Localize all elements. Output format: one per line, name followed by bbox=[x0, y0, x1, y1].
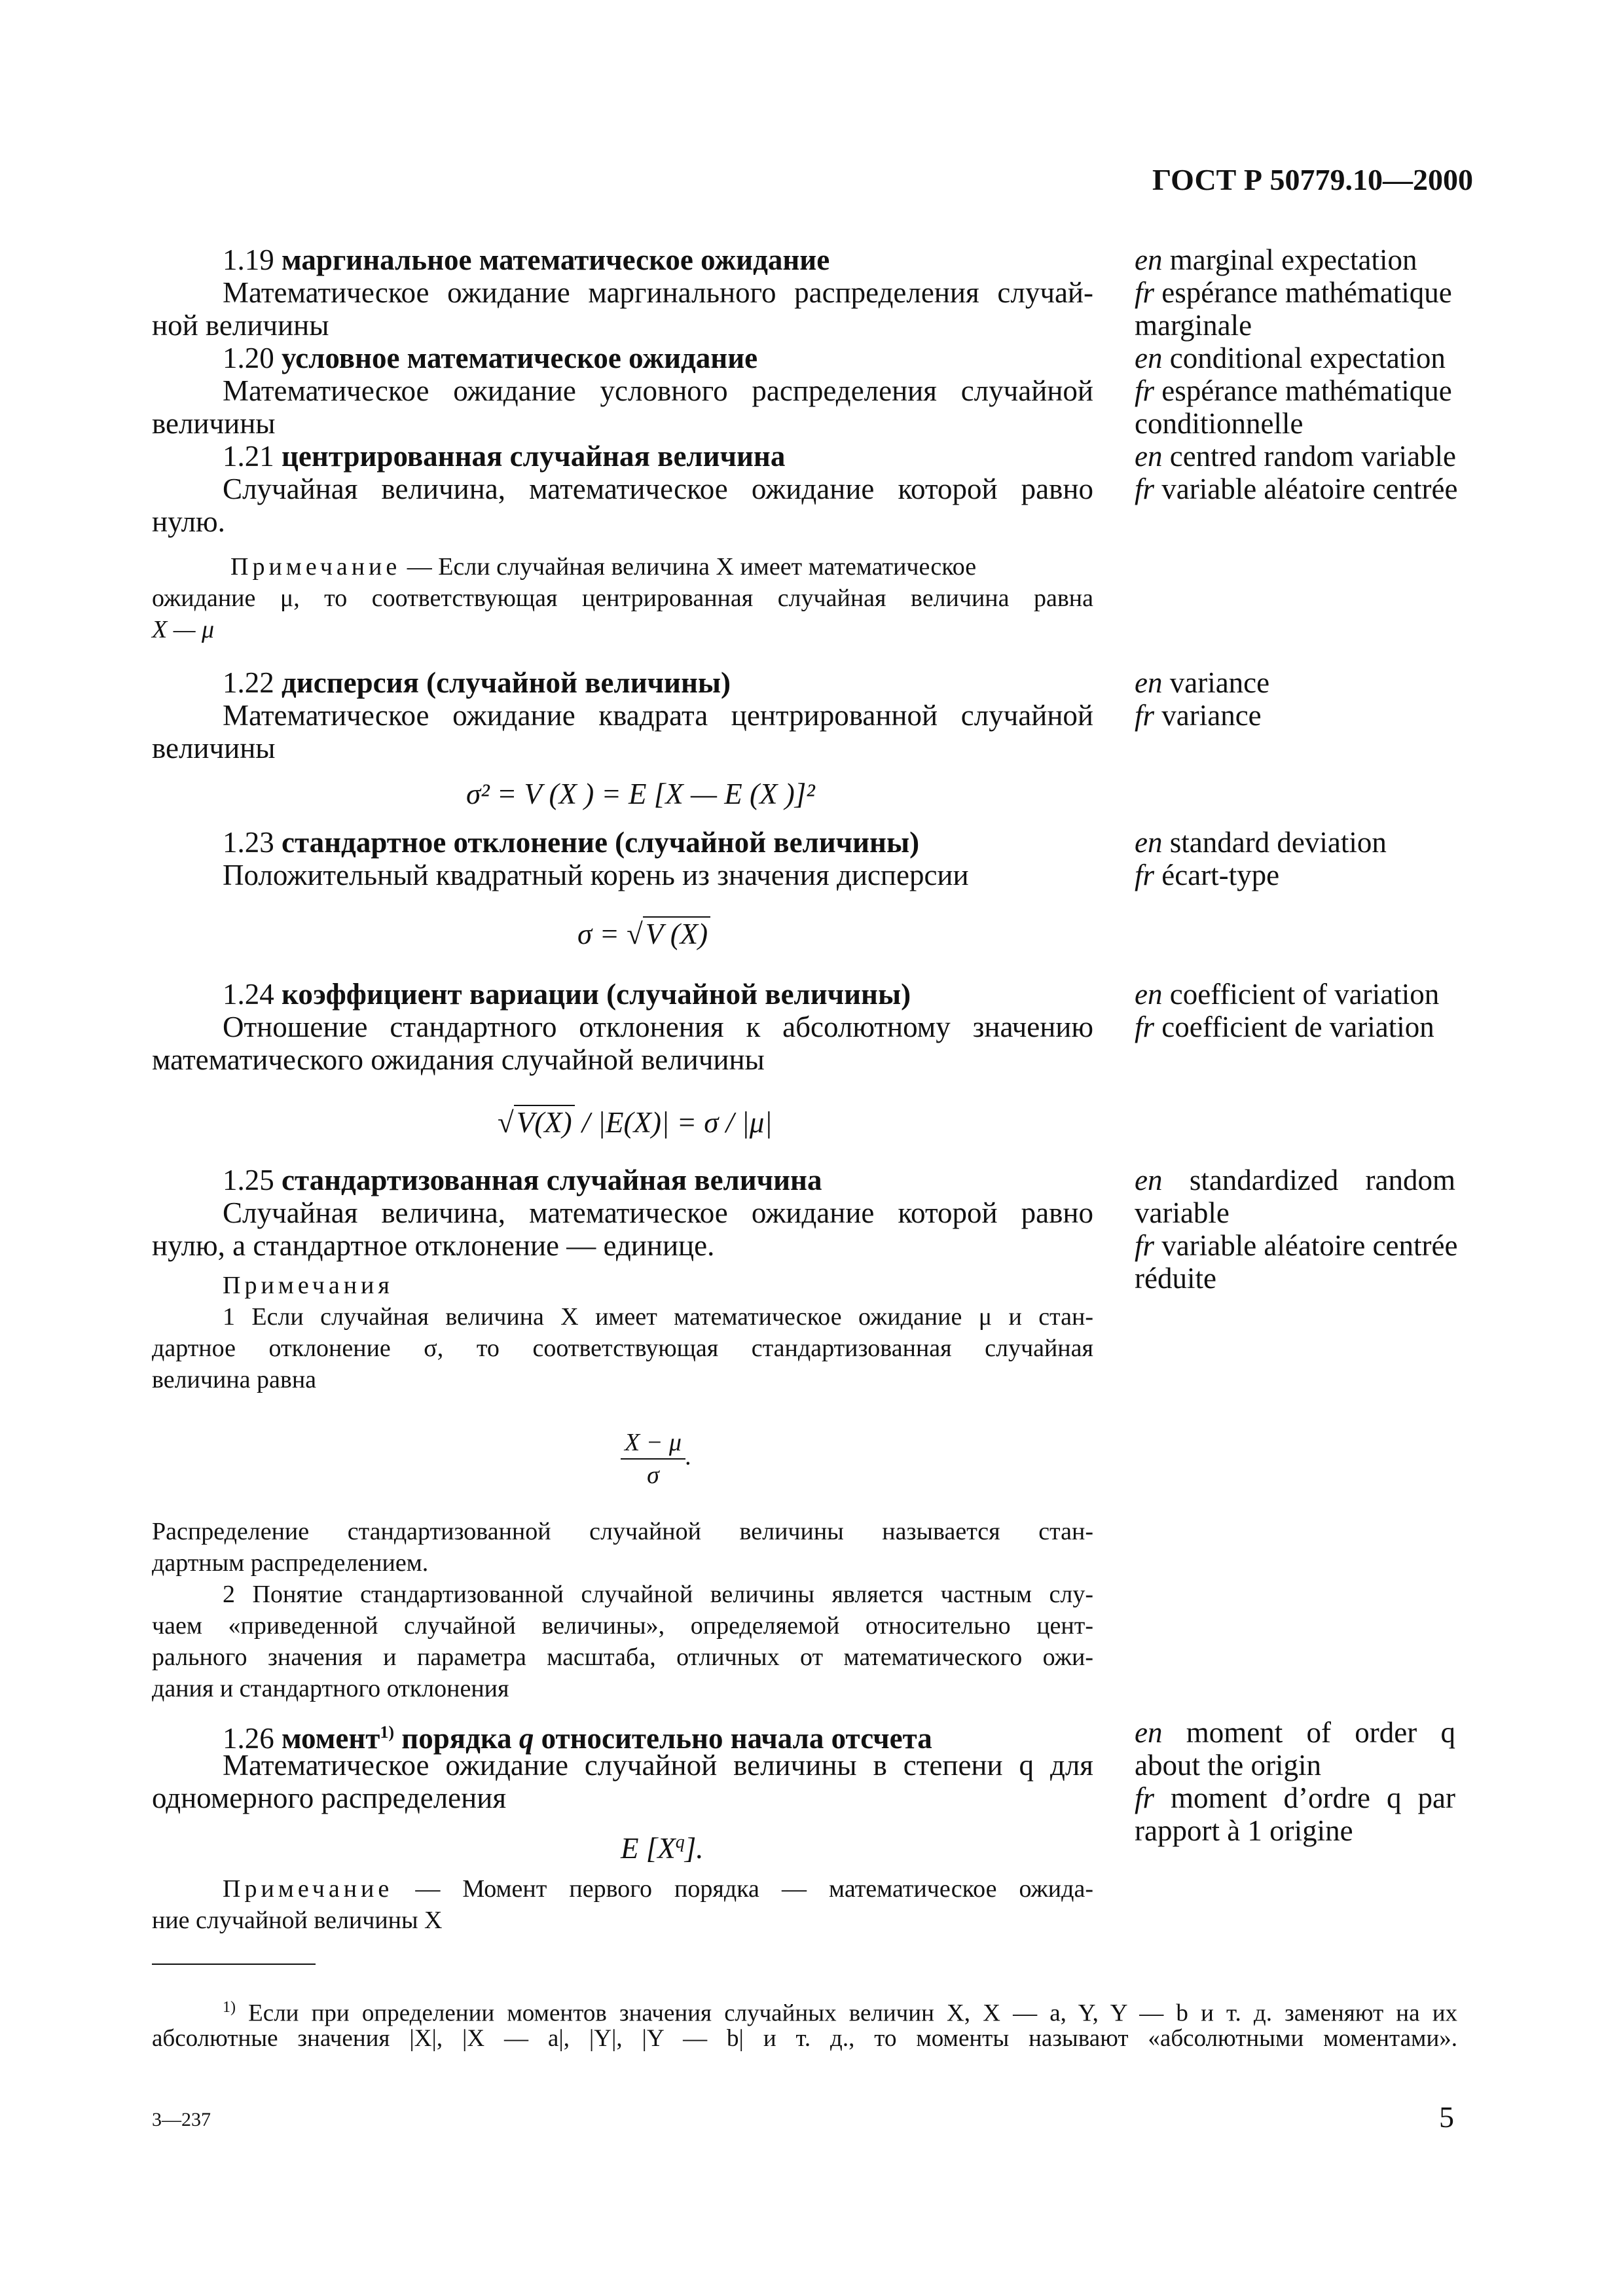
print-code: 3—237 bbox=[152, 2109, 211, 2130]
term-1-26-en-cont: about the origin bbox=[1135, 1749, 1321, 1782]
fraction-numerator: X − μ bbox=[621, 1427, 685, 1460]
page-number: 5 bbox=[1439, 2100, 1454, 2134]
term-1-26-definition-cont: одномерного распределения bbox=[152, 1782, 507, 1814]
fraction-denominator: σ bbox=[647, 1462, 659, 1489]
term-1-24-definition: Отношение стандартного отклонения к абсолютному значению bbox=[223, 1011, 1093, 1043]
term-1-24-en: en coefficient of variation bbox=[1135, 978, 1440, 1011]
footnote-line-1: $^{1)}$ Если при определении моментов значения случайных величин X, X — a, Y, Y — b и т. д. заменяют на их bbox=[223, 1999, 1457, 2027]
term-1-23-en: en standard deviation bbox=[1135, 826, 1387, 859]
radicand: V(X) bbox=[514, 1105, 575, 1139]
term-1-25-title bbox=[223, 1164, 822, 1196]
lang-tag-fr: fr bbox=[1135, 374, 1155, 407]
radicand: V (X) bbox=[643, 916, 710, 950]
term-name: стандартное отклонение (случайной величины) bbox=[282, 826, 920, 859]
term-name: маргинальное математическое ожидание bbox=[282, 243, 830, 276]
term-1-21-definition: Случайная величина, математическое ожидание которой равно bbox=[223, 473, 1093, 505]
term-1-24-fr: fr coefficient de variation bbox=[1135, 1011, 1434, 1043]
term-1-19-title bbox=[223, 243, 830, 276]
term-1-22-definition: Математическое ожидание квадрата центрированной случайной bbox=[223, 699, 1093, 732]
term-1-21-note-formula: X — μ bbox=[152, 616, 215, 643]
term-1-20-title bbox=[223, 342, 757, 374]
term-1-26-fr-cont: rapport à 1 origine bbox=[1135, 1814, 1353, 1847]
note-2-line-4: дания и стандартного отклонения bbox=[152, 1675, 509, 1702]
footnote-mark: 1) bbox=[223, 1999, 236, 2016]
term-1-21-note-cont: ожидание μ, то соответствующая центрированная случайная величина равна bbox=[152, 584, 1093, 612]
lang-tag-fr: fr bbox=[1135, 1011, 1155, 1043]
term-1-20-definition-cont: величины bbox=[152, 407, 276, 440]
term-1-26-en: en moment of order q bbox=[1135, 1716, 1455, 1749]
footnote-ref: 1) bbox=[380, 1723, 395, 1742]
lang-tag-fr: fr bbox=[1135, 699, 1155, 732]
term-1-26-note-cont: ние случайной величины X bbox=[152, 1907, 443, 1934]
standardization-formula: $\frac{X - \mu}{\sigma}$ . bbox=[621, 1427, 691, 1491]
term-1-19-en: en marginal expectation bbox=[1135, 243, 1417, 276]
term-name: стандартизованная случайная величина bbox=[282, 1164, 822, 1196]
term-1-25-en: en standardized random bbox=[1135, 1164, 1455, 1196]
moment-formula: E $[X^q]$. bbox=[621, 1832, 704, 1865]
fraction bbox=[621, 1427, 685, 1491]
note-2-line-3: рального значения и параметра масштаба, отличных от математического ожи- bbox=[152, 1643, 1093, 1671]
lang-tag-fr: fr bbox=[1135, 473, 1155, 505]
lang-tag-en: en bbox=[1135, 440, 1163, 473]
term-name: дисперсия (случайной величины) bbox=[282, 666, 731, 699]
term-name: условное математическое ожидание bbox=[282, 342, 758, 374]
term-1-24-title bbox=[223, 978, 911, 1011]
term-number: 1.19 bbox=[223, 243, 274, 276]
term-number: 1.20 bbox=[223, 342, 274, 374]
note-label: Примечание bbox=[223, 1875, 393, 1903]
variation-coefficient-formula: √V(X) / |E(X)| = σ / |μ| bbox=[498, 1106, 773, 1139]
term-1-25-fr-cont: réduite bbox=[1135, 1262, 1216, 1295]
note-1-line-2: дартное отклонение σ, то соответствующая стандартизованная случайная bbox=[152, 1335, 1093, 1362]
term-name: центрированная случайная величина bbox=[282, 440, 786, 473]
term-1-25-fr: fr variable aléatoire centrée bbox=[1135, 1229, 1458, 1262]
lang-tag-en: en bbox=[1135, 666, 1163, 699]
term-name: момент$^{1)}$ порядка q относительно начала отсчета bbox=[282, 1722, 932, 1755]
term-1-22-fr: fr variance bbox=[1135, 699, 1262, 732]
std-deviation-formula: σ = √V (X) bbox=[577, 918, 710, 950]
sqrt-sign: √ bbox=[627, 918, 643, 950]
term-1-19-fr: fr espérance mathématique bbox=[1135, 276, 1452, 309]
variance-formula: σ² = V (X ) = E [X — E (X )]² bbox=[466, 778, 815, 810]
footnote-line-2: абсолютные значения |X|, |X — a|, |Y|, |Y — b| и т. д., то моменты называют «абсолютными моментами». bbox=[152, 2025, 1457, 2052]
term-1-23-fr: fr écart-type bbox=[1135, 859, 1280, 891]
term-1-22-en: en variance bbox=[1135, 666, 1270, 699]
term-1-19-definition-cont: ной величины bbox=[152, 309, 329, 342]
term-1-21-en: en centred random variable bbox=[1135, 440, 1457, 473]
lang-tag-fr: fr bbox=[1135, 1782, 1155, 1814]
note-2-line-1: 2 Понятие стандартизованной случайной величины является частным слу- bbox=[223, 1581, 1093, 1608]
term-number: 1.23 bbox=[223, 826, 274, 859]
term-1-20-en: en conditional expectation bbox=[1135, 342, 1446, 374]
sqrt-sign: √ bbox=[498, 1106, 514, 1139]
lang-tag-fr: fr bbox=[1135, 1229, 1155, 1262]
lang-tag-en: en bbox=[1135, 1716, 1163, 1749]
term-1-25-definition-cont: нулю, а стандартное отклонение — единице. bbox=[152, 1229, 715, 1262]
lang-tag-fr: fr bbox=[1135, 276, 1155, 309]
term-1-20-fr-cont: conditionnelle bbox=[1135, 407, 1304, 440]
term-1-19-definition: Математическое ожидание маргинального распределения случай- bbox=[223, 276, 1093, 309]
note-label: Примечание bbox=[230, 553, 401, 581]
term-number: 1.26 bbox=[223, 1722, 274, 1755]
term-number: 1.22 bbox=[223, 666, 274, 699]
term-number: 1.25 bbox=[223, 1164, 274, 1196]
notes-label: Примечания bbox=[223, 1272, 393, 1299]
term-1-21-definition-cont: нулю. bbox=[152, 505, 225, 538]
lang-tag-en: en bbox=[1135, 243, 1163, 276]
standard-number-header: ГОСТ Р 50779.10—2000 bbox=[1152, 163, 1473, 196]
lang-tag-en: en bbox=[1135, 978, 1163, 1011]
lang-tag-en: en bbox=[1135, 342, 1163, 374]
lang-tag-fr: fr bbox=[1135, 859, 1155, 891]
term-1-25-definition: Случайная величина, математическое ожидание которой равно bbox=[223, 1196, 1093, 1229]
lang-tag-en: en bbox=[1135, 826, 1163, 859]
term-1-24-definition-cont: математического ожидания случайной величины bbox=[152, 1043, 765, 1076]
note-1-line-3: величина равна bbox=[152, 1366, 317, 1393]
term-1-22-title bbox=[223, 666, 731, 699]
term-1-21-title bbox=[223, 440, 785, 473]
note-1-line-1: 1 Если случайная величина X имеет математическое ожидание μ и стан- bbox=[223, 1303, 1093, 1331]
term-1-21-note: Примечание — Если случайная величина X имеет математическое bbox=[230, 553, 977, 581]
lang-tag-en: en bbox=[1135, 1164, 1163, 1196]
term-1-26-note: Примечание — Момент первого порядка — математическое ожида- bbox=[223, 1875, 1093, 1903]
term-number: 1.24 bbox=[223, 978, 274, 1011]
paragraph-line-1: Распределение стандартизованной случайной величины называется стан- bbox=[152, 1518, 1093, 1545]
paragraph-line-2: дартным распределением. bbox=[152, 1549, 429, 1577]
term-number: 1.21 bbox=[223, 440, 274, 473]
term-1-23-definition: Положительный квадратный корень из значения дисперсии bbox=[223, 859, 969, 891]
note-2-line-2: чаем «приведенной случайной величины», определяемой относительно цент- bbox=[152, 1612, 1093, 1640]
term-name: коэффициент вариации (случайной величины) bbox=[282, 978, 911, 1011]
term-1-26-fr: fr moment d’ordre q par bbox=[1135, 1782, 1455, 1814]
term-1-20-definition: Математическое ожидание условного распределения случайной bbox=[223, 374, 1093, 407]
term-1-21-fr: fr variable aléatoire centrée bbox=[1135, 473, 1458, 505]
term-1-25-en-cont: variable bbox=[1135, 1196, 1230, 1229]
term-1-20-fr: fr espérance mathématique bbox=[1135, 374, 1452, 407]
footnote-rule bbox=[152, 1964, 316, 1965]
term-1-26-definition: Математическое ожидание случайной величины в степени q для bbox=[223, 1749, 1093, 1782]
term-1-22-definition-cont: величины bbox=[152, 732, 276, 764]
term-1-23-title bbox=[223, 826, 919, 859]
term-1-19-fr-cont: marginale bbox=[1135, 309, 1252, 342]
